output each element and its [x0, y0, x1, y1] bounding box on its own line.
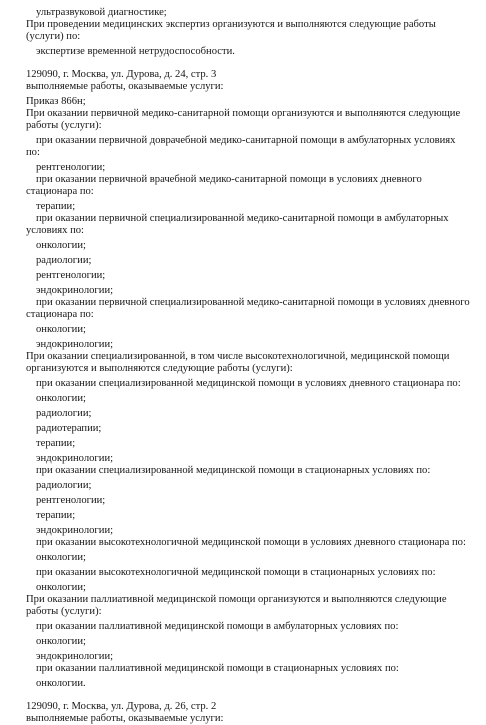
text-line: условиях по: [26, 225, 84, 236]
text-line: при оказании первичной врачебной медико-санитарной помощи в условиях дневного [36, 174, 422, 185]
text-line: онкологии; [36, 393, 86, 404]
text-line: экспертизе временной нетрудоспособности. [36, 46, 235, 57]
text-line: онкологии; [36, 582, 86, 593]
text-line: При оказании паллиативной медицинской помощи организуются и выполняются следующие [26, 594, 447, 605]
text-line: эндокринологии; [36, 525, 114, 536]
text-line: выполняемые работы, оказываемые услуги: [26, 81, 224, 92]
text-line: Приказ 866н; [26, 96, 86, 107]
text-line: терапии; [36, 201, 76, 212]
text-line: При оказании специализированной, в том числе высокотехнологичной, медицинской помощи [26, 351, 450, 362]
text-line: (услуги) по: [26, 31, 81, 42]
text-line: радиологии; [36, 408, 92, 419]
text-line: терапии; [36, 438, 76, 449]
text-line: радиологии; [36, 480, 92, 491]
text-line: онкологии; [36, 552, 86, 563]
text-line: при оказании высокотехнологичной медицинской помощи в условиях дневного стационара по: [36, 537, 466, 548]
text-line: онкологии. [36, 678, 86, 689]
text-line: эндокринологии; [36, 339, 114, 350]
text-line: работы (услуги): [26, 120, 102, 131]
text-line: стационара по: [26, 309, 94, 320]
text-line: радиологии; [36, 255, 92, 266]
text-line: При оказании первичной медико-санитарной помощи организуются и выполняются следующие [26, 108, 461, 119]
text-line: радиотерапии; [36, 423, 102, 434]
text-line: выполняемые работы, оказываемые услуги: [26, 713, 224, 724]
text-line: при оказании специализированной медицинской помощи в условиях дневного стационара по: [36, 378, 461, 389]
text-line: стационара по: [26, 186, 94, 197]
text-line: онкологии; [36, 324, 86, 335]
text-line: рентгенологии; [36, 270, 106, 281]
text-line: терапии; [36, 510, 76, 521]
text-line: эндокринологии; [36, 453, 114, 464]
text-line: по: [26, 147, 40, 158]
text-line: ультразвуковой диагностике; [36, 7, 167, 18]
text-line: рентгенологии; [36, 162, 106, 173]
text-line: онкологии; [36, 636, 86, 647]
text-line: организуются и выполняются следующие работы (услуги): [26, 363, 293, 374]
text-line: при оказании первичной доврачебной медико-санитарной помощи в амбулаторных условиях [36, 135, 456, 146]
text-line: работы (услуги): [26, 606, 102, 617]
text-line: 129090, г. Москва, ул. Дурова, д. 24, стр. 3 [26, 69, 217, 80]
text-line: эндокринологии; [36, 651, 114, 662]
text-line: 129090, г. Москва, ул. Дурова, д. 26, стр. 2 [26, 701, 217, 712]
text-line: при оказании паллиативной медицинской помощи в стационарных условиях по: [36, 663, 399, 674]
text-line: при оказании паллиативной медицинской помощи в амбулаторных условиях по: [36, 621, 399, 632]
text-line: рентгенологии; [36, 495, 106, 506]
text-line: эндокринологии; [36, 285, 114, 296]
text-line: при оказании высокотехнологичной медицинской помощи в стационарных условиях по: [36, 567, 436, 578]
text-line: При проведении медицинских экспертиз организуются и выполняются следующие работы [26, 19, 436, 30]
text-line: при оказании специализированной медицинской помощи в стационарных условиях по: [36, 465, 431, 476]
text-line: при оказании первичной специализированной медико-санитарной помощи в условиях дневного [36, 297, 470, 308]
text-line: при оказании первичной специализированной медико-санитарной помощи в амбулаторных [36, 213, 449, 224]
text-line: онкологии; [36, 240, 86, 251]
